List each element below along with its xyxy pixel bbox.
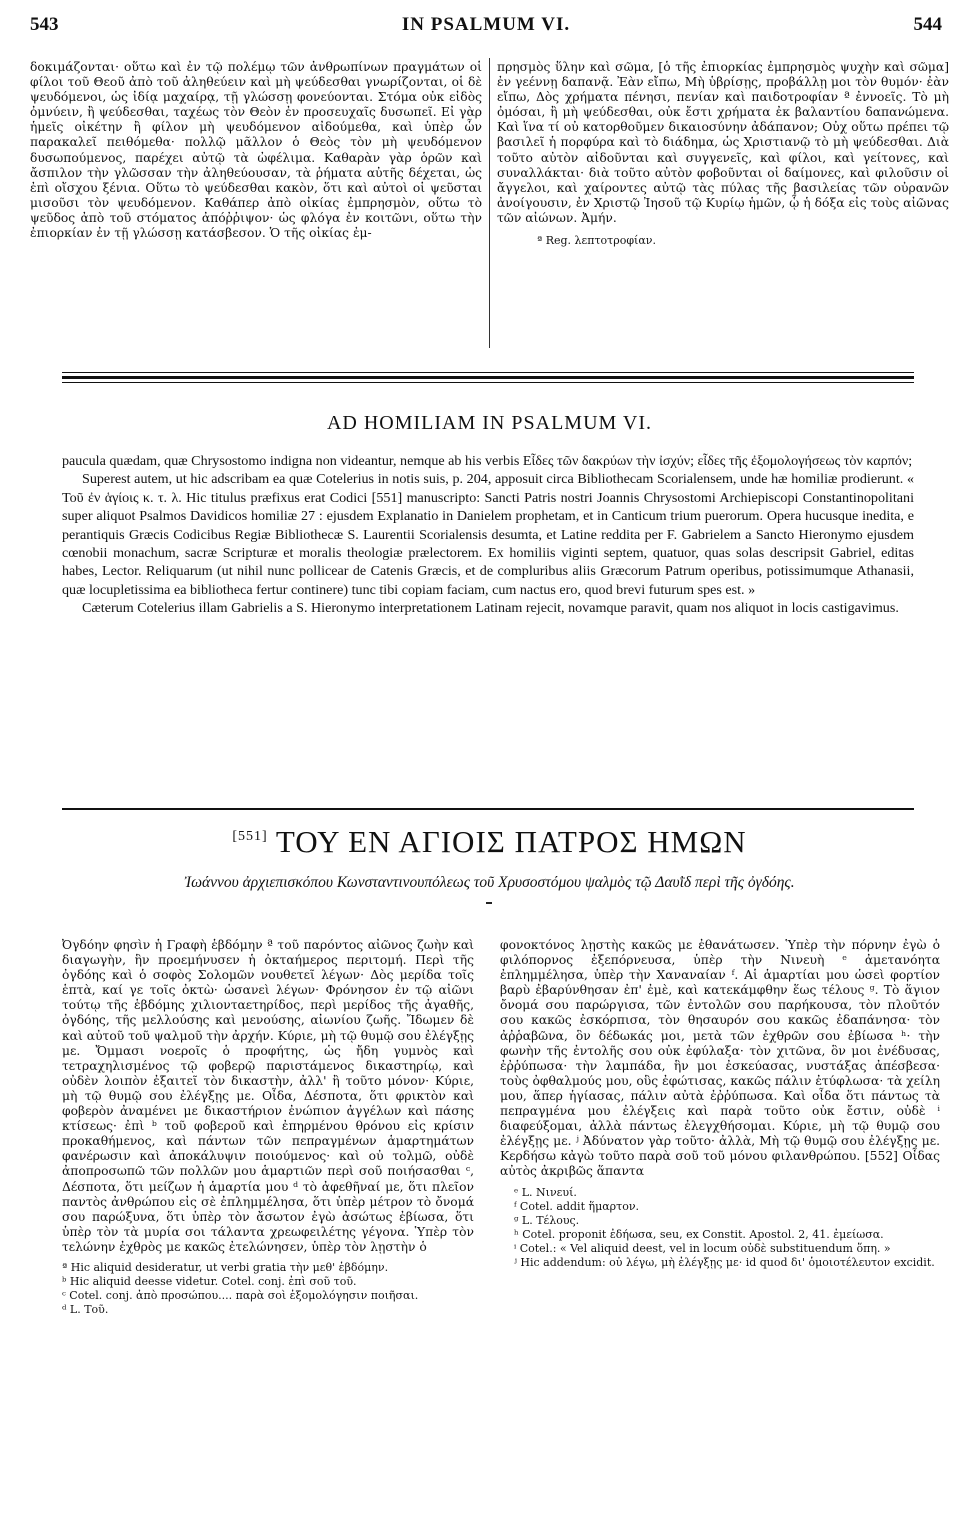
left-page-number: 543 — [30, 14, 59, 35]
footnote: ᶜ Cotel. conj. ἀπὸ προσώπου.... παρὰ σοὶ ἐξομολόγησιν ποιῆσαι. — [62, 1288, 419, 1302]
footnote: ª Hic aliquid desideratur, ut verbi gratia τὴν μεθ' ἑβδόμην. — [62, 1260, 389, 1274]
footnote: ʲ Hic addendum: οὐ λέγω, μὴ ἐλέγξῃς με· id quod δι' ὁμοιοτέλευτον excidit. — [514, 1255, 935, 1269]
latin-commentary — [62, 452, 914, 618]
footnote: ᵈ L. Τοῦ. — [62, 1302, 109, 1316]
footnote: ᵇ Hic aliquid deesse videtur. Cotel. conj. ἐπὶ σοῦ τοῦ. — [62, 1274, 357, 1288]
top-left-paragraph: δοκιμάζονται· οὕτω καὶ ἐν τῷ πολέμῳ τῶν ἀνθρωπίνων πραγμάτων οἱ φίλοι τοῦ Θεοῦ ἀπὸ τοῦ ἀληθεύειν καὶ μὴ ψεύδεσθαι γνωρίζονται, οἱ δὲ ψευδόμενοι, ὡς ἰδίᾳ μαχαίρᾳ, τῇ γλώσσῃ φονεύονται. Στόμα οὐκ εἰδὸς ὀμνύειν, ἢ ψεύδεσθαι, ταχέως τὸν Θεὸν ἐν προσευχαῖς δυσωπεῖ. Εἰ γὰρ ἡμεῖς οἰκέτην ἢ φίλον μὴ ψευδόμενον αἰδούμεθα, καὶ ὑπὲρ ὧν παρακαλεῖ πειθόμεθα· πολλῷ μᾶλλον ὁ Θεὸς τὸν μὴ ψευδόμενον δυσωπούμενος, παρέχει αὐτῷ τὰ ὠφέλιμα. Καθαρὰν γὰρ ὁρῶν καὶ ἄσπιλον τὴν γλῶσσαν τὴν ἀληθεύουσαν, τὰ ῥήματα αὐτῆς δέχεται, ὡς ἐπὶ οἴσχου ξένια. Οὕτω τὸ ψεύδεσθαι κακὸν, ὅτι καὶ αὐτοὶ οἱ ψεῦσται μισοῦσι τὸν ψευδόμενον. Καθάπερ ἀπὸ οἰκίας ἐμπρησμὸν, οὕτω τὸ ψεῦδος ἀπὸ τοῦ στόματος ἀπόῤῥιψον· ὡς φλόγα ἐν κοιτῶνι, οὕτω τὴν ἐπιορκίαν ἐν τῇ γλώσσῃ κατάσβεσον. Ὁ τῆς οἰκίας ἐμ- — [30, 60, 482, 241]
footnote: ᶠ Cotel. addit ἥμαρτον. — [514, 1199, 640, 1213]
separator-rule-thin — [62, 372, 914, 373]
latin-paragraph: Cæterum Cotelerius illam Gabrielis a S. Hieronymo interpretationem Latinam rejecit, novamque paravit, quam nos aliquot in locis castigavimus. — [82, 600, 899, 617]
bottom-left-footnotes — [62, 1261, 474, 1317]
footnote: ᵍ L. Τέλους. — [514, 1213, 580, 1227]
footnote: ᵉ L. Νινευί. — [514, 1185, 577, 1199]
column-divider — [489, 58, 490, 348]
bottom-left-paragraph: Ὀγδόην φησὶν ἡ Γραφὴ ἑβδόμην ª τοῦ παρόντος αἰῶνος ζωὴν καὶ διαγωγὴν, ἣν προεμήνυσεν ἡ ὀκταήμερος περιτομή. Περὶ τῆς ὀγδόης καὶ ὁ σοφὸς Σολομῶν νουθετεῖ λέγων· Δὸς μερίδα τοῖς ἑπτὰ, καί γε τοῖς ὀκτὼ· ὡσανεὶ λέγων· Φρόνησον ἐν τῷ αἰῶνι τούτῳ τῆς ἑβδόμης χιλιονταετηρίδος, περὶ μερίδος τῆς ἀγαθῆς, ὀγδόης, τῆς μελλούσης καὶ μενούσης, αἰωνίου ζωῆς. Ἴδωμεν δὲ καὶ αὐτοῦ τοῦ ψαλμοῦ τὴν ἀρχήν. Κύριε, μὴ τῷ θυμῷ σου ἐλέγξῃς με. Ὄμμασι νοεροῖς ὁ προφήτης, ὡς ἤδη γυμνὸς καὶ τετραχηλισμένος τῷ φοβερῷ παριστάμενος δικαστηρίῳ, καὶ οὐδὲν λοιπὸν ἐξαιτεῖ τὸν δικαστὴν, ἀλλ' ἢ τοῦτο μόνον· Κύριε, μὴ τῷ θυμῷ σου ἐλέγξῃς με. Οἶδα, Δέσποτα, ὅτι φρικτὸν καὶ φοβερὸν ἀναμένει με δικαστήριον ἐνώπιον ἀγγέλων καὶ πάσης κτίσεως· ἐπὶ ᵇ τοῦ φοβεροῦ καὶ ἐπηρμένου θρόνου εἰς κρίσιν προκαθήμενος, καὶ πάντων τῶν πεπραγμένων ἁμαρτημάτων φανέρωσιν καὶ ἀποκάλυψιν ποιούμενος· καὶ οὐ τολμῶ, οὐδὲ ἀποπροσωπῶ τῶν πολλῶν μου ἁμαρτιῶν περὶ σοῦ ποιήσασθαι ᶜ, Δέσποτα, ὅτι μείζων ἡ ἁμαρτία μου ᵈ τὸ ἀφεθῆναί με, ὅτι πλεῖον παντὸς ἀνθρώπου εἰς σὲ ἐπλημμέλησα, ὅτι ὑπὲρ μέτρον τὸ ὄνομά σου παρώξυνα, ὅτι ὑπὲρ τὸν ἄσωτον ἐγὼ ἀσώτως ἐβίωσα, ὅτι ὑπὲρ τὸν τὰ μυρία σοι τάλαντα χρεωφειλέτης γέγονα. Ὑπὲρ τὸν τελώνην ἐχθρὸς με κακῶς ἐτελώνησεν, ὑπὲρ τὸν λῃστὴν ὁ — [62, 938, 474, 1254]
right-page-number: 544 — [913, 14, 942, 35]
bottom-left-column — [62, 938, 474, 1317]
greek-subtitle: Ἰωάννου ἀρχιεπισκόπου Κωνσταντινουπόλεως τοῦ Χρυσοστόμου ψαλμὸς τῷ Δαυῒδ περὶ τῆς ὀγδόης. — [184, 874, 795, 891]
greek-title — [30, 824, 949, 860]
latin-paragraph: paucula quædam, quæ Chrysostomo indigna non videantur, nemque ab his verbis Εἶδες τῶν δακρύων τὴν ἰσχύν; εἶδες τῆς ἐξομολογήσεως τὸν καρπόν; — [62, 453, 913, 469]
footnote: ⁱ Cotel.: « Vel aliquid deest, vel in locum οὐδὲ substituendum ὅπη. » — [514, 1241, 891, 1255]
separator-rule — [62, 808, 914, 810]
section-title: AD HOMILIAM IN PSALMUM VI. — [326, 412, 653, 434]
separator-rule-thin — [62, 382, 914, 383]
footnote: ʰ Cotel. proponit ἐδήωσα, seu, ex Constit. Apostol. 2, 41. ἐμείωσα. — [514, 1227, 884, 1241]
top-right-paragraph: πρησμὸς ὕλην καὶ σῶμα, [ὁ τῆς ἐπιορκίας ἐμπρησμὸς ψυχὴν καὶ σῶμα] ἐν γεέννῃ δαπανᾷ. Ἐὰν εἴπω, Μὴ ὑβρίσῃς, προβάλλῃ μοι τὸν θυμόν· ἐὰν εἴπω, Δὸς χρήματα πένησι, πενίαν καὶ παιδοτροφίαν ª ἐννοεῖς. Τὸ μὴ ὀμόσαι, ἢ μὴ ψεύδεσθαι, οὐκ ἔστι χρήματα ἐκ βαλαντίου δαπανώμενα. Καὶ ἵνα τί οὐ κατορθοῦμεν δικαιοσύνην ἀδάπανον; Οὐχ οὕτω πρέπει τῷ βασιλεῖ ἡ πορφύρα καὶ τὸ διάδημα, ὡς Χριστιανῷ τὸ μὴ ψεύδεσθαι. Διὰ τοῦτο αὐτὸν αἰδοῦνται καὶ συγγενεῖς, καὶ φίλοι, καὶ γείτονες, καὶ συναλλάκται· διὰ τοῦτο αὐτὸν φοβοῦνται οἱ δαίμονες, καὶ φιλοῦσιν οἱ ἄγγελοι, καὶ χαίροντες αὐτῷ τὰς πύλας τῆς βασιλείας τῶν οὐρανῶν ἀνοίγουσιν, ἐν Χριστῷ Ἰησοῦ τῷ Κυρίῳ ἡμῶν, ᾧ ἡ δόξα εἰς τοὺς αἰῶνας τῶν αἰώνων. Ἀμήν. — [497, 60, 949, 225]
bottom-right-footnotes — [500, 1186, 940, 1270]
bottom-right-column — [500, 938, 940, 1270]
top-right-footnote: ª Reg. λεπτοτροφίαν. — [537, 234, 656, 248]
latin-paragraph: Superest autem, ut hic adscribam ea quæ Cotelerius in notis suis, p. 204, apposuit circa Bibliothecam Scorialensem, unde hæ homiliæ prodierunt. « Τοῦ ἐν ἁγίοις κ. τ. λ. Hic titulus præfixus erat Codici [551] manuscripto: Sancti Patris nostri Joannis Chrysostomi Archiepiscopi Constantinopolitani super aliquot Psalmos Davidicos homiliæ 27 : ejusdem Explanatio in Danielem prophetam, et in Canticum trium puerorum. Opera hucusque inedita, e perantiquis Græcis Codicibus Regiæ Bibliothecæ S. Laurentii Scorialensis desumta, et Latine reddita per F. Gabrielem a Sancto Hieronymo ejusdem cœnobii monachum, sacræ Scripturæ et moralis theologiæ prælectorem. Ex homiliis viginti septem, quatuor, quas solas descripsit Gabriel, editas habes, Lector. Reliquarum (ut nihil nunc pollicear de Catenis Græcis, et de compluribus aliis Græcorum Patrum operibus, potissimumque Athanasii, quæ locupletissima ea bibliotheca fertur continere) tunc tibi copiam faciam, cum nactus ero, quod brevi futurum spes est. » — [62, 471, 914, 598]
running-header — [30, 14, 942, 40]
top-right-column — [497, 60, 949, 248]
short-dash — [486, 902, 492, 904]
separator-rule-thick — [62, 376, 914, 379]
column-marker: [551] — [232, 829, 268, 844]
top-left-column — [30, 60, 482, 241]
bottom-right-paragraph: φονοκτόνος λῃστὴς κακῶς με ἐθανάτωσεν. Ὑπὲρ τὴν πόρνην ἐγὼ ὁ φιλόπορνος ἐξεπόρνευσα, ὑπὲρ τὴν Νινευὴ ᵉ ἀμετανόητα ἐπλημμέλησα, ὑπὲρ τὴν Χαναναίαν ᶠ. Αἱ ἁμαρτίαι μου ὡσεὶ φορτίον βαρὺ ἐβαρύνθησαν ἐπ' ἐμὲ, καὶ κατεκάμφθην ἕως τέλους ᵍ. Τὸ ἅγιον ὄνομά σου παρώργισα, τῶν ἐντολῶν σου παρήκουσα, τὸν πλοῦτόν σου κακῶς ἐσκόρπισα, τὸν θησαυρόν σου κακῶς ἐδαπάνησα· τὸν ἀῤῥαβῶνα, ὃν δέδωκάς μοι, μετὰ τῶν ἐχθρῶν σου ἐβίωσα ʰ· τὴν φωνὴν τῆς ἐντολῆς σου οὐκ ἐφύλαξα· τὸν χιτῶνα, ὃν μοι ἐνέδυσας, ἐῤῥύπωσα· τὴν λαμπάδα, ἣν μοι ἐσκεύασας, νυστάξας ἀπέσβεσα· τοὺς ὀφθαλμούς μου, οὓς ἐφώτισας, κακῶς πάλιν ἐτύφλωσα· τὰ χείλη μου, ἅπερ ἡγίασας, πάλιν αὐτὰ ἐῤῥύπωσα. Καὶ οἶδα ὅτι πάντως τὰ πεπραγμένα μου ἐλέγξεις καὶ παρὰ τοῦτο οὐκ ἔστιν, οὐδὲ ⁱ διαφεύξομαι, ἀλλὰ πάντως ἐλεγχθήσομαι. Κύριε, μὴ τῷ θυμῷ σου ἐλέγξῃς με. ʲ Ἀδύνατον γὰρ τοῦτο· ἀλλὰ, Μὴ τῷ θυμῷ σου ἐλέγξῃς με. Κερδήσω κἀγὼ τοῦτο παρὰ σοῦ τοῦ μόνου φιλανθρώπου. [552] Οἶδας αὐτὸς ἀκριβῶς ἅπαντα — [500, 938, 940, 1179]
greek-title-text: ΤΟΥ ΕΝ ΑΓΙΟΙΣ ΠΑΤΡΟΣ ΗΜΩΝ — [275, 824, 747, 859]
running-title: IN PSALMUM VI. — [401, 14, 571, 35]
